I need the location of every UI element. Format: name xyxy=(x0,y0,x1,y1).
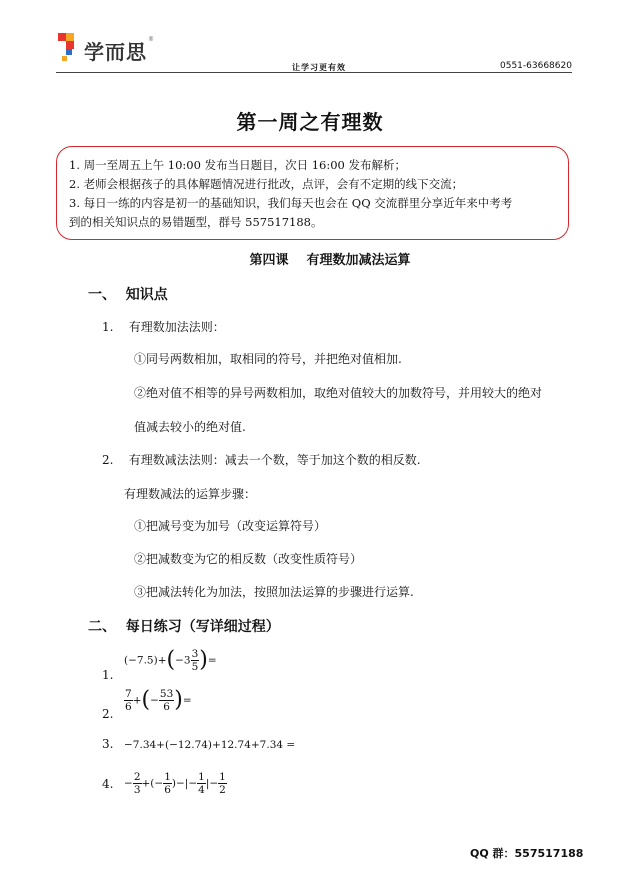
q4-fraction-1-numerator: 2 xyxy=(133,771,141,783)
question-3-number: 3. xyxy=(102,737,114,751)
question-2-number: 2. xyxy=(102,707,114,721)
q2-fraction-2-denominator: 6 xyxy=(163,701,170,713)
logo-text: 学而思 xyxy=(84,40,147,64)
question-3-expression: −7.34+(−12.74)+12.74+7.34 = xyxy=(124,739,296,751)
q2-minus: − xyxy=(150,694,159,707)
q1-fraction-denominator: 5 xyxy=(191,661,199,673)
q2-fraction-2-numerator: 53 xyxy=(159,688,174,700)
qq-group-footer: QQ 群：557517188 xyxy=(470,847,584,860)
subtraction-step-3: ③把减法转化为加法，按照加法运算的步骤进行运算. xyxy=(134,585,414,599)
notice-line-3: 3. 每日一练的内容是初一的基础知识，我们每天也会在 QQ 交流群里分享近年来中考考 xyxy=(69,196,513,210)
q2-fraction-1-denominator: 6 xyxy=(125,701,132,713)
q2-fraction-2 xyxy=(159,688,174,713)
q4-fraction-2-denominator: 6 xyxy=(164,784,171,796)
q1-left-paren: ( xyxy=(166,647,176,673)
q2-equals: = xyxy=(182,694,192,707)
q4-fraction-2-numerator: 1 xyxy=(164,771,171,783)
addition-rule-title: 1. 有理数加法法则： xyxy=(102,320,225,334)
notice-line-4: 到的相关知识点的易错题型，群号 557517188。 xyxy=(69,215,323,229)
q1-fraction xyxy=(191,648,200,673)
slogan: 让学习更有效 xyxy=(292,63,346,72)
addition-rule-2b: 值减去较小的绝对值. xyxy=(134,420,246,434)
q2-right-paren: ) xyxy=(174,687,183,713)
question-1-expression xyxy=(124,648,217,673)
section-knowledge-heading: 一、 知识点 xyxy=(88,287,168,303)
q2-left-paren: ( xyxy=(141,687,151,713)
q4-operator-3: |− xyxy=(205,777,219,790)
notice-box xyxy=(56,146,569,240)
section-practice-heading: 二、 每日练习（写详细过程） xyxy=(88,619,280,635)
addition-rule-1: ①同号两数相加，取相同的符号，并把绝对值相加. xyxy=(134,352,402,366)
q2-fraction-1 xyxy=(124,688,133,713)
q4-operator-2: )−|− xyxy=(171,777,198,790)
q1-equals: = xyxy=(207,654,217,667)
subtraction-steps-title: 有理数减法的运算步骤： xyxy=(124,487,257,501)
q4-fraction-3 xyxy=(197,771,206,796)
logo-mark-icon xyxy=(56,30,80,64)
question-2-expression xyxy=(124,688,192,713)
notice-line-1: 1. 周一至周五上午 10:00 发布当日题目，次日 16:00 发布解析； xyxy=(69,158,407,172)
subtraction-rule-title: 2. 有理数减法法则：减去一个数，等于加这个数的相反数. xyxy=(102,453,421,467)
q1-term-a: (−7.5)+ xyxy=(124,654,167,667)
header-divider xyxy=(56,72,572,73)
subtraction-step-1: ①把减号变为加号（改变运算符号） xyxy=(134,519,327,533)
q4-fraction-4 xyxy=(218,771,227,796)
logo xyxy=(56,30,176,66)
q4-fraction-2 xyxy=(163,771,172,796)
q4-fraction-4-numerator: 1 xyxy=(219,771,226,783)
q1-fraction-numerator: 3 xyxy=(191,648,199,660)
q1-term-b: −3 xyxy=(175,654,191,667)
q2-plus: + xyxy=(132,694,142,707)
lesson-title: 第四课 有理数加减法运算 xyxy=(249,253,411,268)
q4-fraction-1-denominator: 3 xyxy=(133,784,141,796)
subtraction-step-2: ②把减数变为它的相反数（改变性质符号） xyxy=(134,552,363,566)
question-1-number: 1. xyxy=(102,668,114,682)
page-title: 第一周之有理数 xyxy=(236,110,384,134)
q4-fraction-3-denominator: 4 xyxy=(198,784,205,796)
notice-line-2: 2. 老师会根据孩子的具体解题情况进行批改，点评，会有不定期的线下交流； xyxy=(69,177,464,191)
q4-operator-1: +(− xyxy=(141,777,164,790)
q4-fraction-4-denominator: 2 xyxy=(219,784,226,796)
phone-number: 0551-63668620 xyxy=(500,61,572,71)
q4-minus: − xyxy=(124,777,133,790)
q4-fraction-3-numerator: 1 xyxy=(198,771,205,783)
q1-right-paren: ) xyxy=(199,647,208,673)
question-4-number: 4. xyxy=(102,777,114,791)
q2-fraction-1-numerator: 7 xyxy=(125,688,132,700)
addition-rule-2a: ②绝对值不相等的异号两数相加，取绝对值较大的加数符号，并用较大的绝对 xyxy=(134,386,543,400)
q4-fraction-1 xyxy=(133,771,142,796)
registered-mark: ® xyxy=(148,36,154,43)
question-4-expression xyxy=(124,771,227,796)
